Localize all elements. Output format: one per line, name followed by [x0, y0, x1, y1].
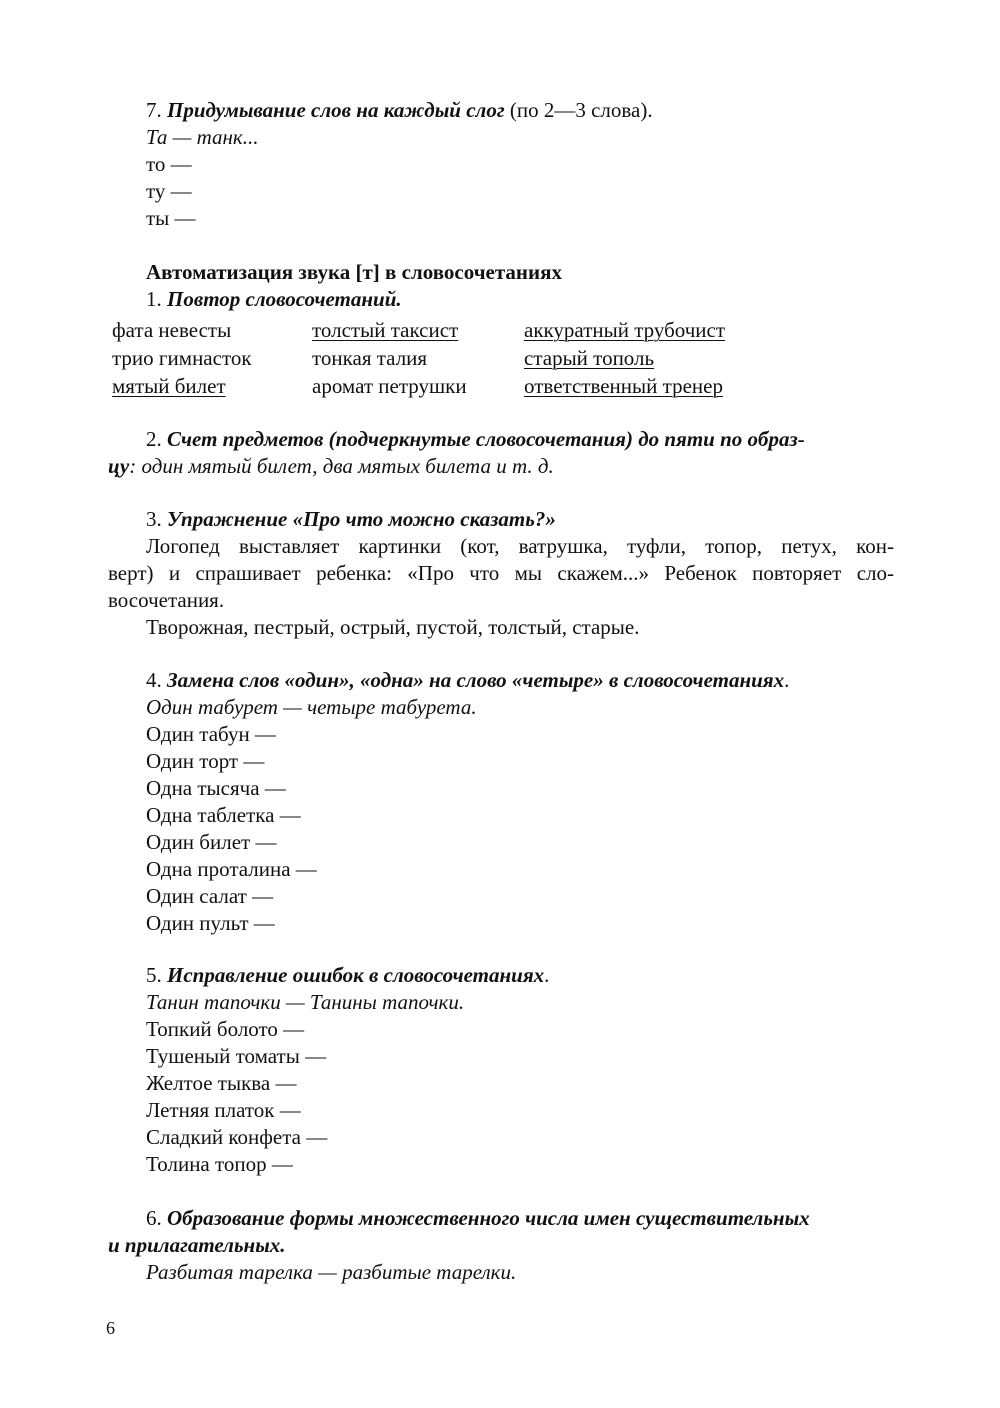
ex3-text-line: верт) и спрашивает ребенка: «Про что мы скажем...» Ребенок повторяет сло- [108, 561, 894, 585]
ex7-title: Придумывание слов на каждый слог [167, 98, 505, 122]
phrase-cell: аккуратный трубочист [524, 318, 726, 342]
ex4-example: Один табурет — четыре табурета. [146, 695, 477, 719]
ex3-title: Упражнение «Про что можно сказать?» [167, 507, 556, 531]
ex6-title: Образование формы множественного числа имен существительных [167, 1206, 810, 1230]
ex5-item: Желтое тыква — [146, 1071, 297, 1095]
ex7-heading [146, 97, 653, 124]
ex4-item: Один салат — [146, 884, 274, 908]
ex3-number: 3. [146, 507, 162, 531]
ex2-title-cont: цу [108, 454, 130, 478]
ex7-example: Та — танк... [146, 125, 259, 149]
ex3-words: Творожная, пестрый, острый, пустой, толстый, старые. [146, 615, 640, 639]
phrase-cell: тонкая талия [312, 346, 428, 370]
ex7-item: то — [146, 152, 192, 176]
ex5-example: Танин тапочки — Танины тапочки. [146, 990, 465, 1014]
ex5-number: 5. [146, 963, 162, 987]
ex4-heading [146, 667, 789, 694]
page-number: 6 [106, 1318, 115, 1338]
ex1-title: Повтор словосочетаний. [167, 287, 402, 311]
ex3-text-line: Логопед выставляет картинки (кот, ватрушка, туфли, топор, петух, кон- [146, 534, 894, 558]
ex4-item: Один билет — [146, 830, 277, 854]
ex6-heading [146, 1205, 810, 1232]
ex1-number: 1. [146, 287, 162, 311]
ex6-title-cont: и прилагательных. [108, 1233, 286, 1257]
ex4-item: Одна таблетка — [146, 803, 301, 827]
ex4-item: Один табун — [146, 722, 276, 746]
ex1-heading [146, 286, 402, 313]
ex4-title-end: . [784, 668, 790, 692]
ex6-example: Разбитая тарелка — разбитые тарелки. [146, 1260, 517, 1284]
phrase-cell: толстый таксист [312, 318, 459, 342]
ex4-item: Один пульт — [146, 911, 275, 935]
ex5-item: Сладкий конфета — [146, 1125, 328, 1149]
ex7-number: 7. [146, 98, 162, 122]
phrase-cell: мятый билет [112, 374, 226, 398]
ex4-item: Одна проталина — [146, 857, 317, 881]
phrase-cell: ответственный тренер [524, 374, 723, 398]
ex7-item: ты — [146, 206, 196, 230]
ex3-heading [146, 506, 556, 533]
phrase-cell: фата невесты [112, 318, 232, 342]
ex7-note: (по 2—3 слова). [504, 98, 653, 122]
ex2-title: Счет предметов (подчеркнутые словосочетания) до пяти по образ- [167, 427, 805, 451]
ex2-example: : один мятый билет, два мятых билета и т. д. [129, 454, 554, 478]
ex5-item: Тушеный томаты — [146, 1044, 327, 1068]
phrase-cell: трио гимнасток [112, 346, 252, 370]
ex4-item: Одна тысяча — [146, 776, 286, 800]
ex3-text-line: восочетания. [108, 588, 225, 612]
phrase-cell: аромат петрушки [312, 374, 467, 398]
section-title: Автоматизация звука [т] в словосочетаниях [146, 260, 562, 284]
ex2-number: 2. [146, 427, 162, 451]
ex5-title-end: . [544, 963, 550, 987]
ex5-item: Топкий болото — [146, 1017, 305, 1041]
ex4-item: Один торт — [146, 749, 265, 773]
phrase-cell: старый тополь [524, 346, 655, 370]
ex5-item: Летняя платок — [146, 1098, 301, 1122]
ex6-number: 6. [146, 1206, 162, 1230]
ex5-heading [146, 962, 549, 989]
ex5-item: Толина топор — [146, 1152, 293, 1176]
ex2-heading [146, 426, 805, 453]
ex5-title: Исправление ошибок в словосочетаниях [167, 963, 545, 987]
ex4-number: 4. [146, 668, 162, 692]
ex4-title: Замена слов «один», «одна» на слово «четыре» в словосочетаниях [167, 668, 785, 692]
ex2-example-line [108, 453, 554, 480]
ex7-item: ту — [146, 179, 192, 203]
